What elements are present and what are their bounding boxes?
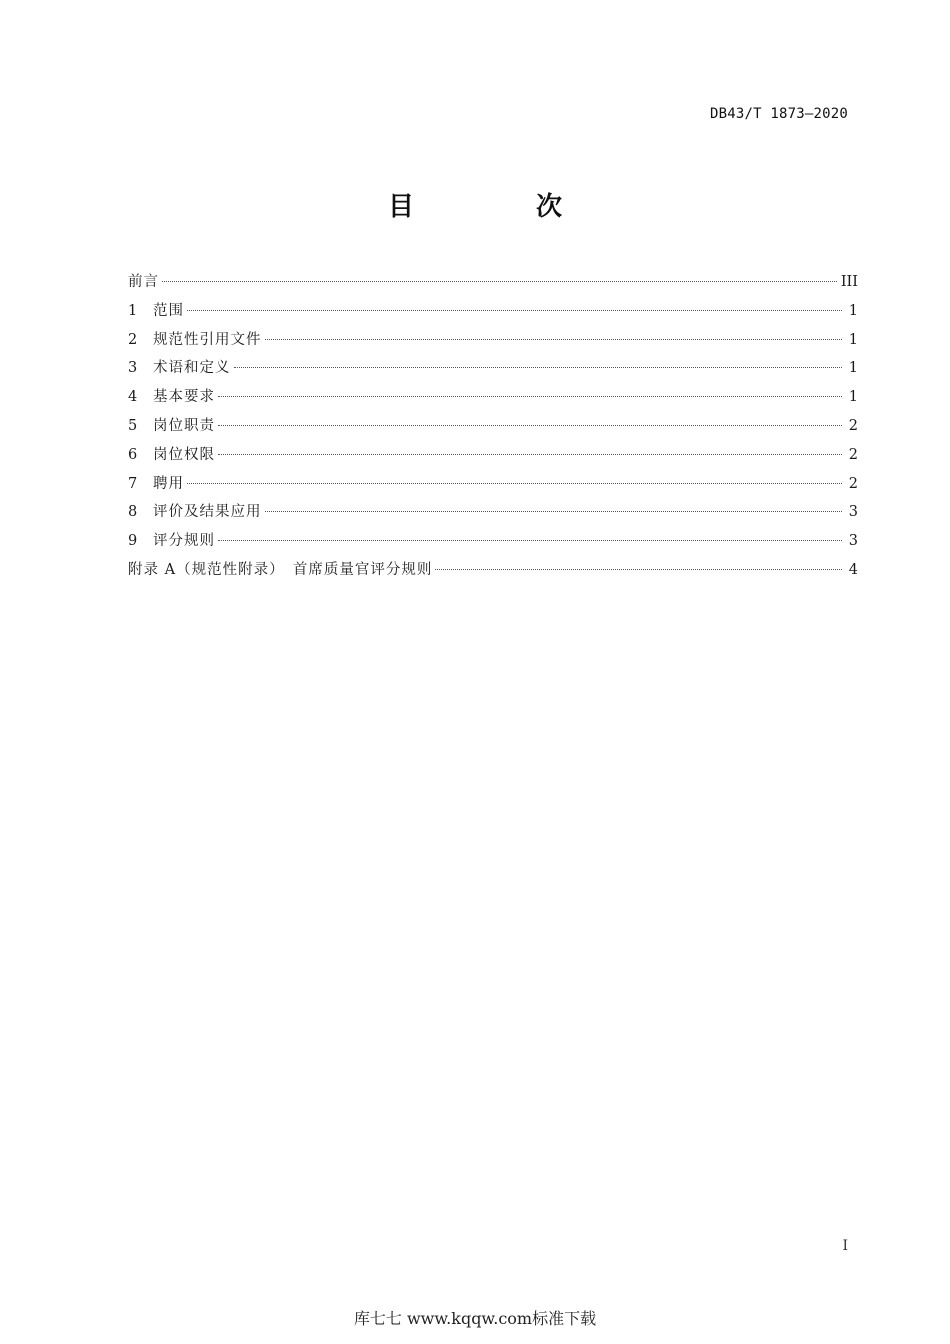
- toc-entry-number: 8: [128, 504, 138, 521]
- toc-entry-number: 3: [128, 360, 138, 377]
- toc-entry-number: 4: [128, 389, 138, 406]
- toc-entry-scoring-rules[interactable]: [128, 527, 858, 556]
- toc-entry-number: 5: [128, 417, 138, 434]
- toc-entry-text: 前言: [128, 274, 159, 290]
- toc-entry-page: III: [840, 274, 858, 290]
- toc-entry-text: 规范性引用文件: [153, 331, 262, 348]
- toc-entry-page: 1: [848, 389, 858, 406]
- toc-entry-text: 评价及结果应用: [153, 504, 262, 521]
- page-number: I: [842, 1238, 848, 1254]
- toc-entry-authority[interactable]: [128, 441, 858, 470]
- toc-entry-appendix-a[interactable]: [128, 556, 858, 585]
- document-code: DB43/T 1873—2020: [709, 106, 848, 122]
- toc-entry-page: 2: [848, 446, 858, 463]
- toc-leader-dots: [265, 511, 843, 512]
- toc-leader-dots: [234, 367, 843, 368]
- toc-entry-foreword[interactable]: [128, 268, 858, 297]
- toc-entry-scope[interactable]: [128, 297, 858, 326]
- toc-entry-text: 岗位职责: [153, 417, 215, 434]
- toc-entry-text: 评分规则: [153, 533, 215, 550]
- toc-leader-dots: [187, 310, 842, 311]
- toc-entry-page: 1: [848, 302, 858, 319]
- toc-entry-number: 9: [128, 533, 138, 550]
- toc-title: 目 次: [387, 192, 610, 222]
- toc-entry-terms-definitions[interactable]: [128, 354, 858, 383]
- toc-leader-dots: [218, 425, 842, 426]
- toc-entry-page: 3: [848, 533, 858, 550]
- toc-entry-appointment[interactable]: [128, 470, 858, 499]
- toc-entry-text: 范围: [153, 302, 184, 319]
- table-of-contents: [128, 268, 858, 585]
- toc-entry-text: 基本要求: [153, 389, 215, 406]
- toc-entry-basic-requirements[interactable]: [128, 383, 858, 412]
- toc-leader-dots: [218, 396, 842, 397]
- toc-entry-number: 1: [128, 302, 138, 319]
- toc-entry-page: 4: [848, 561, 858, 578]
- toc-entry-number: 6: [128, 446, 138, 463]
- toc-entry-number: 2: [128, 331, 138, 348]
- toc-entry-text: 术语和定义: [153, 360, 231, 377]
- toc-entry-page: 2: [848, 417, 858, 434]
- toc-entry-text: 岗位权限: [153, 446, 215, 463]
- toc-leader-dots: [187, 483, 842, 484]
- toc-leader-dots: [265, 339, 843, 340]
- toc-leader-dots: [435, 569, 842, 570]
- toc-entry-text: 聘用: [153, 475, 184, 492]
- toc-entry-page: 1: [848, 331, 858, 348]
- toc-leader-dots: [162, 281, 837, 282]
- toc-entry-text: 附录 A（规范性附录） 首席质量官评分规则: [128, 561, 433, 578]
- toc-entry-duties[interactable]: [128, 412, 858, 441]
- watermark-text: 库七七 www.kqqw.com标准下载: [353, 1309, 597, 1328]
- toc-entry-evaluation[interactable]: [128, 498, 858, 527]
- toc-leader-dots: [218, 454, 842, 455]
- toc-entry-number: 7: [128, 475, 138, 492]
- toc-entry-page: 3: [848, 504, 858, 521]
- toc-entry-page: 2: [848, 475, 858, 492]
- toc-entry-normative-references[interactable]: [128, 326, 858, 355]
- toc-entry-page: 1: [848, 360, 858, 377]
- toc-leader-dots: [218, 540, 842, 541]
